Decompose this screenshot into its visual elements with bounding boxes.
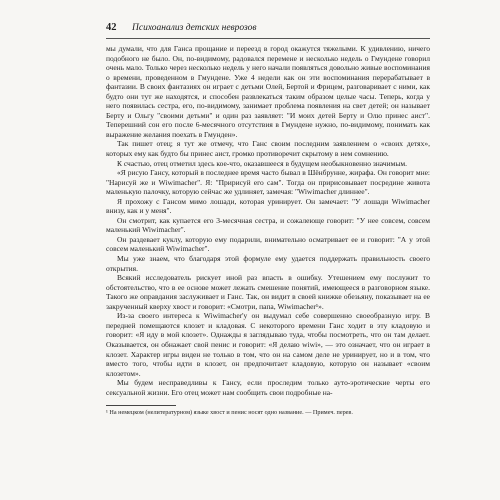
paragraph: Он раздевает куклу, которую ему подарили, внимательно осматривает ее и говорит: "А у этой совсем маленький Wiwimacher". [106, 234, 430, 254]
paragraph: Мы уже знаем, что благодаря этой формуле ему удается поддержать правильность своего открытия. [106, 254, 430, 273]
paragraph: Всякий исследователь рискует иной раз впасть в ошибку. Утешением ему послужит то обстоятельство, что в ее основе может лежать смешение понятий, имеющееся в разговорном языке. Такого же оправдания заслуживает и Ганс. Так, он видит в своей книжке обезьяну, показывает на ее закрученный кверху хвост и говорит: «Смотри, папа, Wiwimacher¹». [106, 273, 430, 311]
paragraph: К счастью, отец отметил здесь кое-что, оказавшееся в будущем необыкновенно значимым. [117, 158, 408, 168]
running-title: Психоанализ детских неврозов [132, 23, 257, 33]
paragraph: Из-за своего интереса к Wiwimacher'у он выдумал себе совершенно своеобразную игру. В передней помещаются клозет и кладовая. С некоторого времени Ганс ходит в эту кладовую и говорит: «Я иду в мой клозет». Однажды я заглядываю туда, чтобы посмотреть, что он там делает. Оказывается, он обнажает свой пенис и говорит: «Я делаю wiwi», — это означает, что он играет в клозет. Характер игры виден не только в том, что он на самом деле не уринирует, но и в том, что вместо того, чтобы идти в клозет, он предпочитает кладовую, которую он называет «своим клозетом». [106, 311, 430, 378]
paragraph: Так пишет отец; я тут же отмечу, что Ганс своим последним заявлением о «своих детях», которых ему как будто бы принес аист, громко противоречит скрытому в нем сомнению. [106, 139, 430, 159]
footnote-rule [106, 405, 176, 406]
body-text [106, 44, 430, 397]
footnote: ¹ На немецком (нелитературном) языке хвост и пенис носят одно название. — Примеч. перев. [106, 409, 353, 417]
paragraph: Он смотрит, как купается его 3-месячная сестра, и сожалеюще говорит: "У нее совсем, совсем маленький Wiwimacher". [106, 215, 430, 235]
paragraph: мы думали, что для Ганса прощание и переезд в город окажутся тяжелыми. К удивлению, ничего подобного не было. Он, по-видимому, радовался перемене и несколько недель о Гмундене говорил очень мало. Только через несколько недель у него начали появляться довольно живые воспоминания о времени, проведенном в Гмундене. Уже 4 недели как он эти воспоминания перерабатывает в фантазии. В своих фантазиях он играет с детьми Олей, Бертой и Фрицем, разговаривает с ними, как будто они тут же находятся, и способен развлекаться таким образом целые часы. Теперь, когда у него появилась сестра, его, по-видимому, занимает проблема появления на свет детей; он называет Берту и Ольгу "своими детьми" и один раз заявляет: "И моих детей Берту и Олю принес аист". Теперешний сон его после 6-месячного отсутствия в Гмундене нужно, по-видимому, понимать как выражение желания поехать в Гмунден». [106, 44, 430, 139]
paragraph: «Я рисую Гансу, который в последнее время часто бывал в Шёнбрунне, жирафа. Он говорит мне: "Нарисуй же и Wiwimacher". Я: "Пририсуй его сам". Тогда он пририсовывает посредине живота маленькую палочку, которую сейчас же удлиняет, замечая: "Wiwimacher длиннее". [106, 168, 430, 197]
paragraph: Я прохожу с Гансом мимо лошади, которая уринирует. Он замечает: "У лошади Wiwimacher внизу, как и у меня". [106, 196, 430, 216]
paragraph: Мы будем несправедливы к Гансу, если проследим только ауто-эротические черты его сексуальной жизни. Его отец может нам сообщить свои подробные на- [106, 378, 430, 397]
page-number: 42 [106, 22, 117, 33]
page-header [106, 22, 430, 39]
